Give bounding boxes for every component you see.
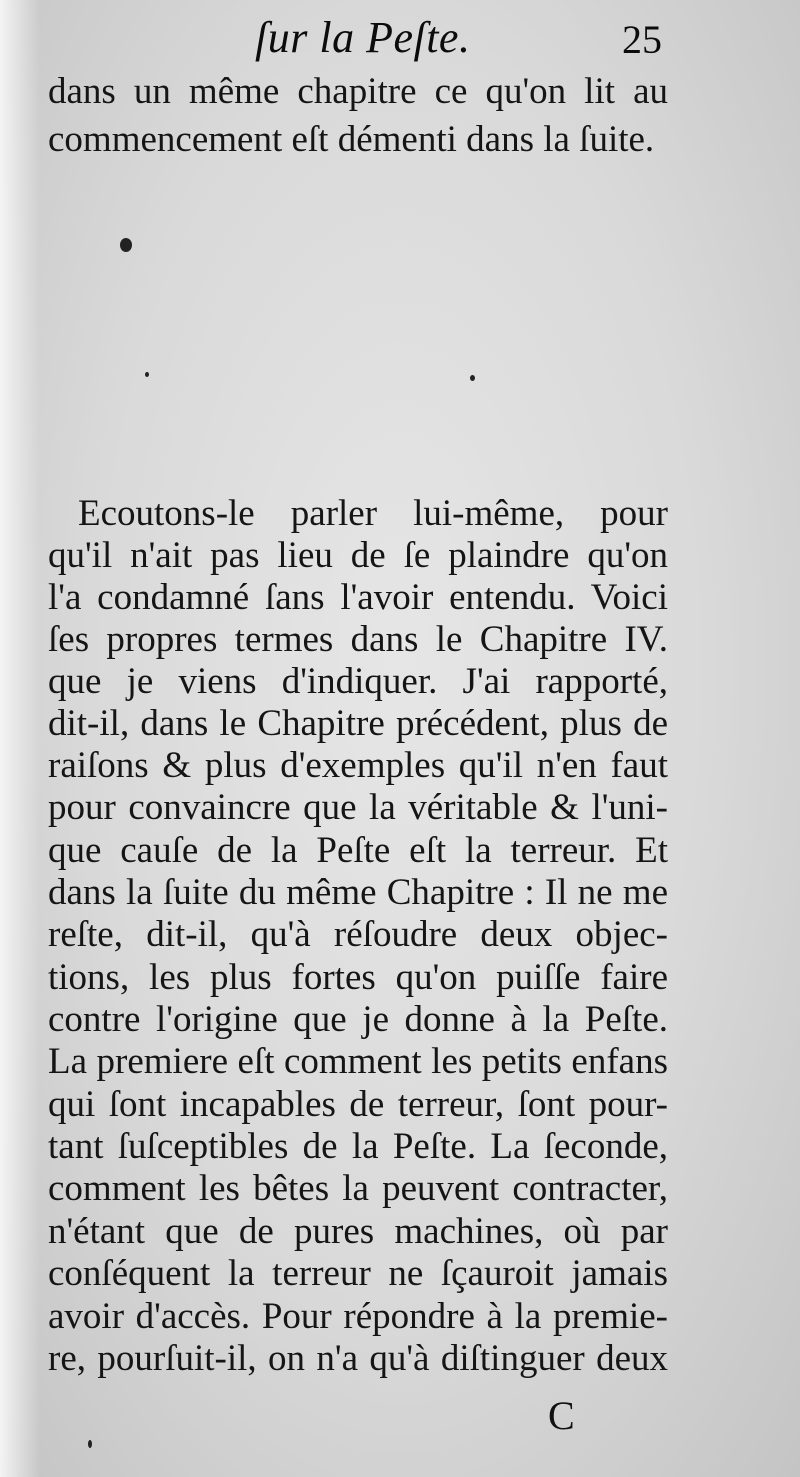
signature-mark: C	[548, 1393, 575, 1438]
text-line: l'a condamné ſans l'avoir entendu. Voici	[48, 577, 668, 618]
text-line: avoir d'accès. Pour répondre à la premie-	[48, 1296, 668, 1337]
text-line: re, pourſuit-il, on n'a qu'à diſtinguer deux	[48, 1338, 668, 1379]
text-line: ſes propres termes dans le Chapitre IV.	[48, 619, 668, 660]
text-line: qu'il n'ait pas lieu de ſe plaindre qu'on	[48, 535, 668, 576]
text-line: dans la ſuite du même Chapitre : Il ne me	[48, 872, 668, 913]
ink-speck	[120, 238, 132, 252]
text-line: tions, les plus fortes qu'on puiſſe faire	[48, 957, 668, 998]
text-line: conſéquent la terreur ne ſçauroit jamais	[48, 1253, 668, 1294]
text-line: tant ſuſceptibles de la Peſte. La ſeconde,	[48, 1126, 668, 1167]
text-line: pour convaincre que la véritable & l'uni-	[48, 787, 668, 828]
text-line: qui ſont incapables de terreur, ſont pour-	[48, 1084, 668, 1125]
text-line: commencement eſt démenti dans la ſuite.	[48, 119, 655, 160]
page-header	[0, 6, 800, 66]
show-through-texture	[60, 170, 700, 470]
text-line: La premiere eſt comment les petits enfans	[48, 1041, 668, 1082]
text-line: Ecoutons-le parler lui-même, pour	[78, 493, 668, 534]
text-line: que je viens d'indiquer. J'ai rapporté,	[48, 661, 668, 702]
text-line: dans un même chapitre ce qu'on lit au	[48, 71, 668, 112]
text-line: n'étant que de pures machines, où par	[48, 1211, 668, 1252]
text-line: dit-il, dans le Chapitre précédent, plus de	[48, 703, 668, 744]
text-line: raiſons & plus d'exemples qu'il n'en faut	[48, 745, 668, 786]
text-line: que cauſe de la Peſte eſt la terreur. Et	[48, 830, 668, 871]
running-head: ſur la Peſte.	[255, 13, 471, 62]
text-line: comment les bêtes la peuvent contracter,	[48, 1168, 668, 1209]
page-number: 25	[622, 17, 662, 62]
text-line: contre l'origine que je donne à la Peſte.	[48, 999, 668, 1040]
ink-speck	[88, 1440, 92, 1448]
ink-speck	[470, 375, 475, 381]
ink-speck	[145, 372, 149, 377]
text-line: reſte, dit-il, qu'à réſoudre deux objec-	[48, 914, 668, 955]
